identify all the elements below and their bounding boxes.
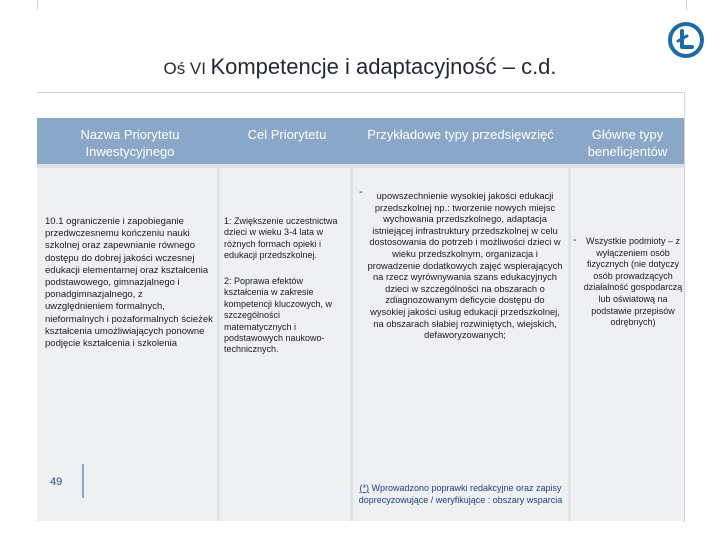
amendment-note	[353, 482, 568, 506]
priority-name-text: 10.1 ograniczenie i zapobieganie przedwczesnemu kończeniu nauki szkolnej oraz zapewnianie równego dostępu do dobrej jakości wczesnej edukacji elementarnej oraz kształcenia podstawowego, gimnazjalnego i ponadgimnazjalnego, z uwzględnieniem formalnych, nieformalnych i pozaformalnych ścieżek kształcenia umożliwiających ponowne podjęcie kształcenia i szkolenia	[45, 216, 213, 350]
goal-2-text: 2: Poprawa efektów kształcenia w zakresie kompetencji kluczowych, w szczególności matematycznych i podstawowych naukowo-technicznych.	[224, 276, 333, 355]
header-priority-goal: Cel Priorytetu	[247, 127, 327, 142]
goal-1-text: 1: Zwiększenie uczestnictwa dzieci w wieku 3-4 lata w różnych formach opieki i edukacji przedszkolnej.	[224, 216, 338, 261]
title-divider	[37, 92, 685, 93]
slide-frame-right	[684, 92, 685, 522]
project-types-text: upowszechnienie wysokiej jakości edukacji przedszkolnej np.: tworzenie nowych miejsc wychowania przedszkolnego, adaptacja istniejącej infrastruktury przedszkolnej w celu dostosowania do potrzeb i możliwości dzieci w wieku przedszkolnym, organizacja i prowadzenie dodatkowych zajęć wspierających na rzecz wyrównywania szans edukacyjnych dzieci w szczególności na obszarach o zdiagnozowanym deficycie dostępu do wysokiej jakości usług edukacji przedszkolnej, na obszarach słabiej rozwiniętych, wiejskich, defaworyzowanych;	[367, 191, 563, 341]
header-project-types: Przykładowe typy przedsięwzięć	[367, 127, 554, 142]
note-marker[interactable]: (*)	[359, 483, 369, 493]
page-title	[0, 54, 720, 80]
title-prefix: Oś VI	[163, 59, 206, 78]
header-beneficiaries: Główne typy beneficjentów	[587, 127, 668, 159]
cell-beneficiaries	[571, 168, 684, 521]
cell-priority-name	[37, 168, 217, 521]
page-number: 49	[50, 476, 63, 488]
beneficiaries-text: Wszystkie podmioty – z wyłączeniem osób fizycznych (nie dotyczy osób prowadzących działalność gospodarczą lub oświatową na podstawie przepisów odrębnych)	[583, 236, 683, 328]
table-header	[37, 118, 684, 164]
header-priority-name: Nazwa Priorytetu Inwestycyjnego	[80, 127, 180, 159]
cell-priority-goal	[220, 168, 350, 521]
slide-frame-top	[37, 0, 687, 10]
page-number-divider	[82, 464, 84, 498]
bullet-dash: -	[359, 186, 363, 198]
note-text: Wprowadzono poprawki redakcyjne oraz zapisy doprecyzowujące / weryfikujące : obszary wsparcia	[358, 483, 563, 505]
priority-table	[37, 118, 684, 521]
bullet-dash: -	[573, 234, 577, 246]
title-main: Kompetencje i adaptacyjność – c.d.	[210, 54, 557, 79]
cell-project-types	[353, 168, 568, 521]
